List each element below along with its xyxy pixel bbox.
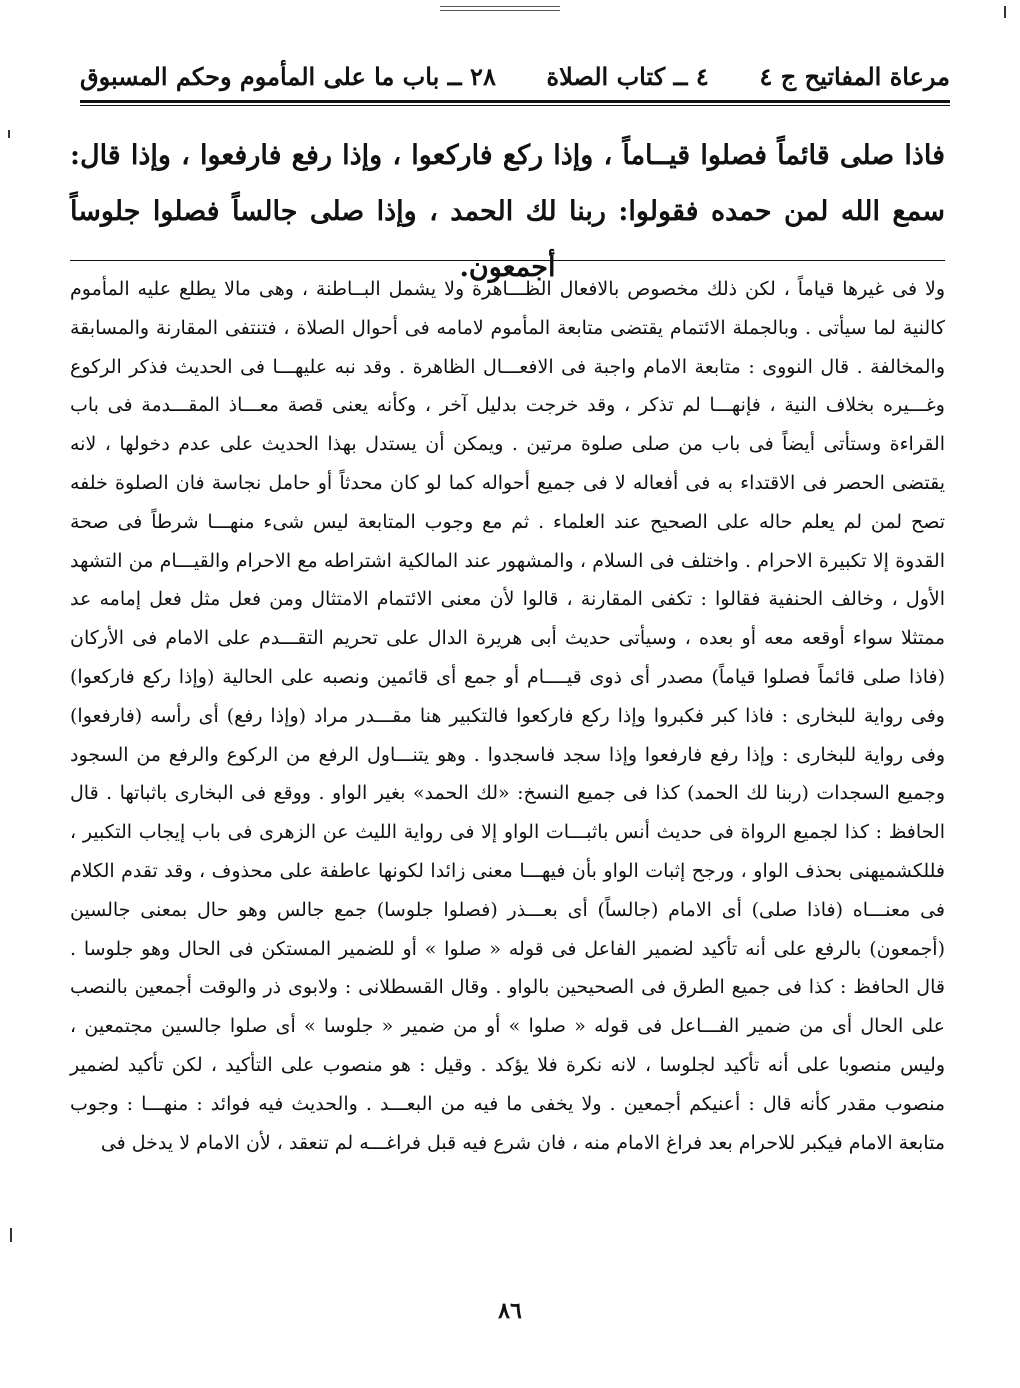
- margin-mark: [1004, 6, 1006, 18]
- header-chapter-title: ٤ ــ كتاب الصلاة: [546, 61, 709, 91]
- page-number: ٨٦: [498, 1298, 522, 1324]
- section-separator: [70, 260, 945, 261]
- header-rule: [80, 100, 950, 103]
- margin-mark: [8, 130, 10, 138]
- header-section-title: ٢٨ ــ باب ما على المأموم وحكم المسبوق: [80, 61, 496, 91]
- header-rule-thin: [80, 105, 950, 106]
- running-header: [80, 52, 950, 100]
- margin-mark: [10, 1228, 12, 1242]
- header-book-title: مرعاة المفاتيح ج ٤: [759, 61, 950, 91]
- top-edge-marks: [440, 0, 560, 14]
- hadith-text: فاذا صلى قائماً فصلوا قيــاماً ، وإذا ركع فاركعوا ، وإذا رفع فارفعوا ، وإذا قال: سمع الله لمن حمده فقولوا: ربنا لك الحمد ، وإذا صلى جالساً فصلوا جلوساً أجمعون.: [70, 140, 945, 283]
- commentary-text: ولا فى غيرها قياماً ، لكن ذلك مخصوص بالافعال الظـــاهرة ولا يشمل البــاطنة ، وهى مالا يطلع عليه المأموم كالنية لما سيأتى . وبالجملة الائتمام يقتضى متابعة المأموم لامامه فى أحوال الصلاة ، فتنتفى المقارنة والمسابقة والمخالفة . قال النووى : متابعة الامام واجبة فى الافعـــال الظاهرة . وقد نبه عليهـــا فى الحديث فذكر الركوع وغـــيره بخلاف النية ، فإنهـــا لم تذكر ، وقد خرجت بدليل آخر ، وكأنه يعنى قصة معـــاذ المقـــدمة فى باب القراءة وستأتى أيضاً فى باب من صلى صلوة مرتين . ويمكن أن يستدل بهذا الحديث على عدم دخولها ، لانه يقتضى الحصر فى الاقتداء به فى أفعاله لا فى جميع أحواله كما لو كان محدثاً أو حامل نجاسة فان الصلوة خلفه تصح لمن لم يعلم حاله على الصحيح عند العلماء . ثم مع وجوب المتابعة ليس شىء منهـــا شرطاً فى صحة القدوة إلا تكبيرة الاحرام . واختلف فى السلام ، والمشهور عند المالكية اشتراطه مع الاحرام والقيـــام من التشهد الأول ، وخالف الحنفية فقالوا : تكفى المقارنة ، قالوا لأن معنى الائتمام الامتثال ومن فعل مثل فعل إمامه عد ممتثلا سواء أوقعه معه أو بعده ، وسيأتى حديث أبى هريرة الدال على تحريم التقـــدم على الامام فى الأركان (فاذا صلى قائماً فصلوا قياماً) مصدر أى ذوى قيــــام أو جمع أى قائمين ونصبه على الحالية (وإذا ركع فاركعوا) وفى رواية للبخارى : فاذا كبر فكبروا وإذا ركع فاركعوا فالتكبير هنا مقـــدر مراد (وإذا رفع) أى رأسه (فارفعوا) وفى رواية للبخارى : وإذا رفع فارفعوا وإذا سجد فاسجدوا . وهو يتنـــاول الرفع من الركوع والرفع من السجود وجميع السجدات (ربنا لك الحمد) كذا فى جميع النسخ: «لك الحمد» بغير الواو . ووقع فى البخارى باثباتها . قال الحافظ : كذا لجميع الرواة فى حديث أنس باثبـــات الواو إلا فى رواية الليث عن الزهرى فى باب إيجاب التكبير ، فللكشميهنى بحذف الواو ، ورجح إثبات الواو بأن فيهـــا معنى زائدا لكونها عاطفة على محذوف ، وقد تقدم الكلام فى معنـــاه (فاذا صلى) أى الامام (جالساً) أى بعـــذر (فصلوا جلوسا) جمع جالس وهو حال بمعنى جالسين (أجمعون) بالرفع على أنه تأكيد لضمير الفاعل فى قوله « صلوا » أو للضمير المستكن فى الحال وهو جلوسا . قال الحافظ : كذا فى جميع الطرق فى الصحيحين بالواو . وقال القسطلانى : ولابوى ذر والوقت أجمعين بالنصب على الحال أى من ضمير الفـــاعل فى قوله « صلوا » أو من ضمير « جلوسا » أى صلوا جالسين مجتمعين ، وليس منصوبا على أنه تأكيد لجلوسا ، لانه نكرة فلا يؤكد . وقيل : هو منصوب على التأكيد ، لكن تأكيد لضمير منصوب مقدر كأنه قال : أعنيكم أجمعين . ولا يخفى ما فيه من البعـــد . والحديث فيه فوائد : منهـــا : وجوب متابعة الامام فيكبر للاحرام بعد فراغ الامام منه ، فان شرع فيه قبل فراغـــه لم تنعقد ، لأن الامام لا يدخل فى: [70, 278, 945, 1154]
- commentary-block: [70, 270, 945, 1162]
